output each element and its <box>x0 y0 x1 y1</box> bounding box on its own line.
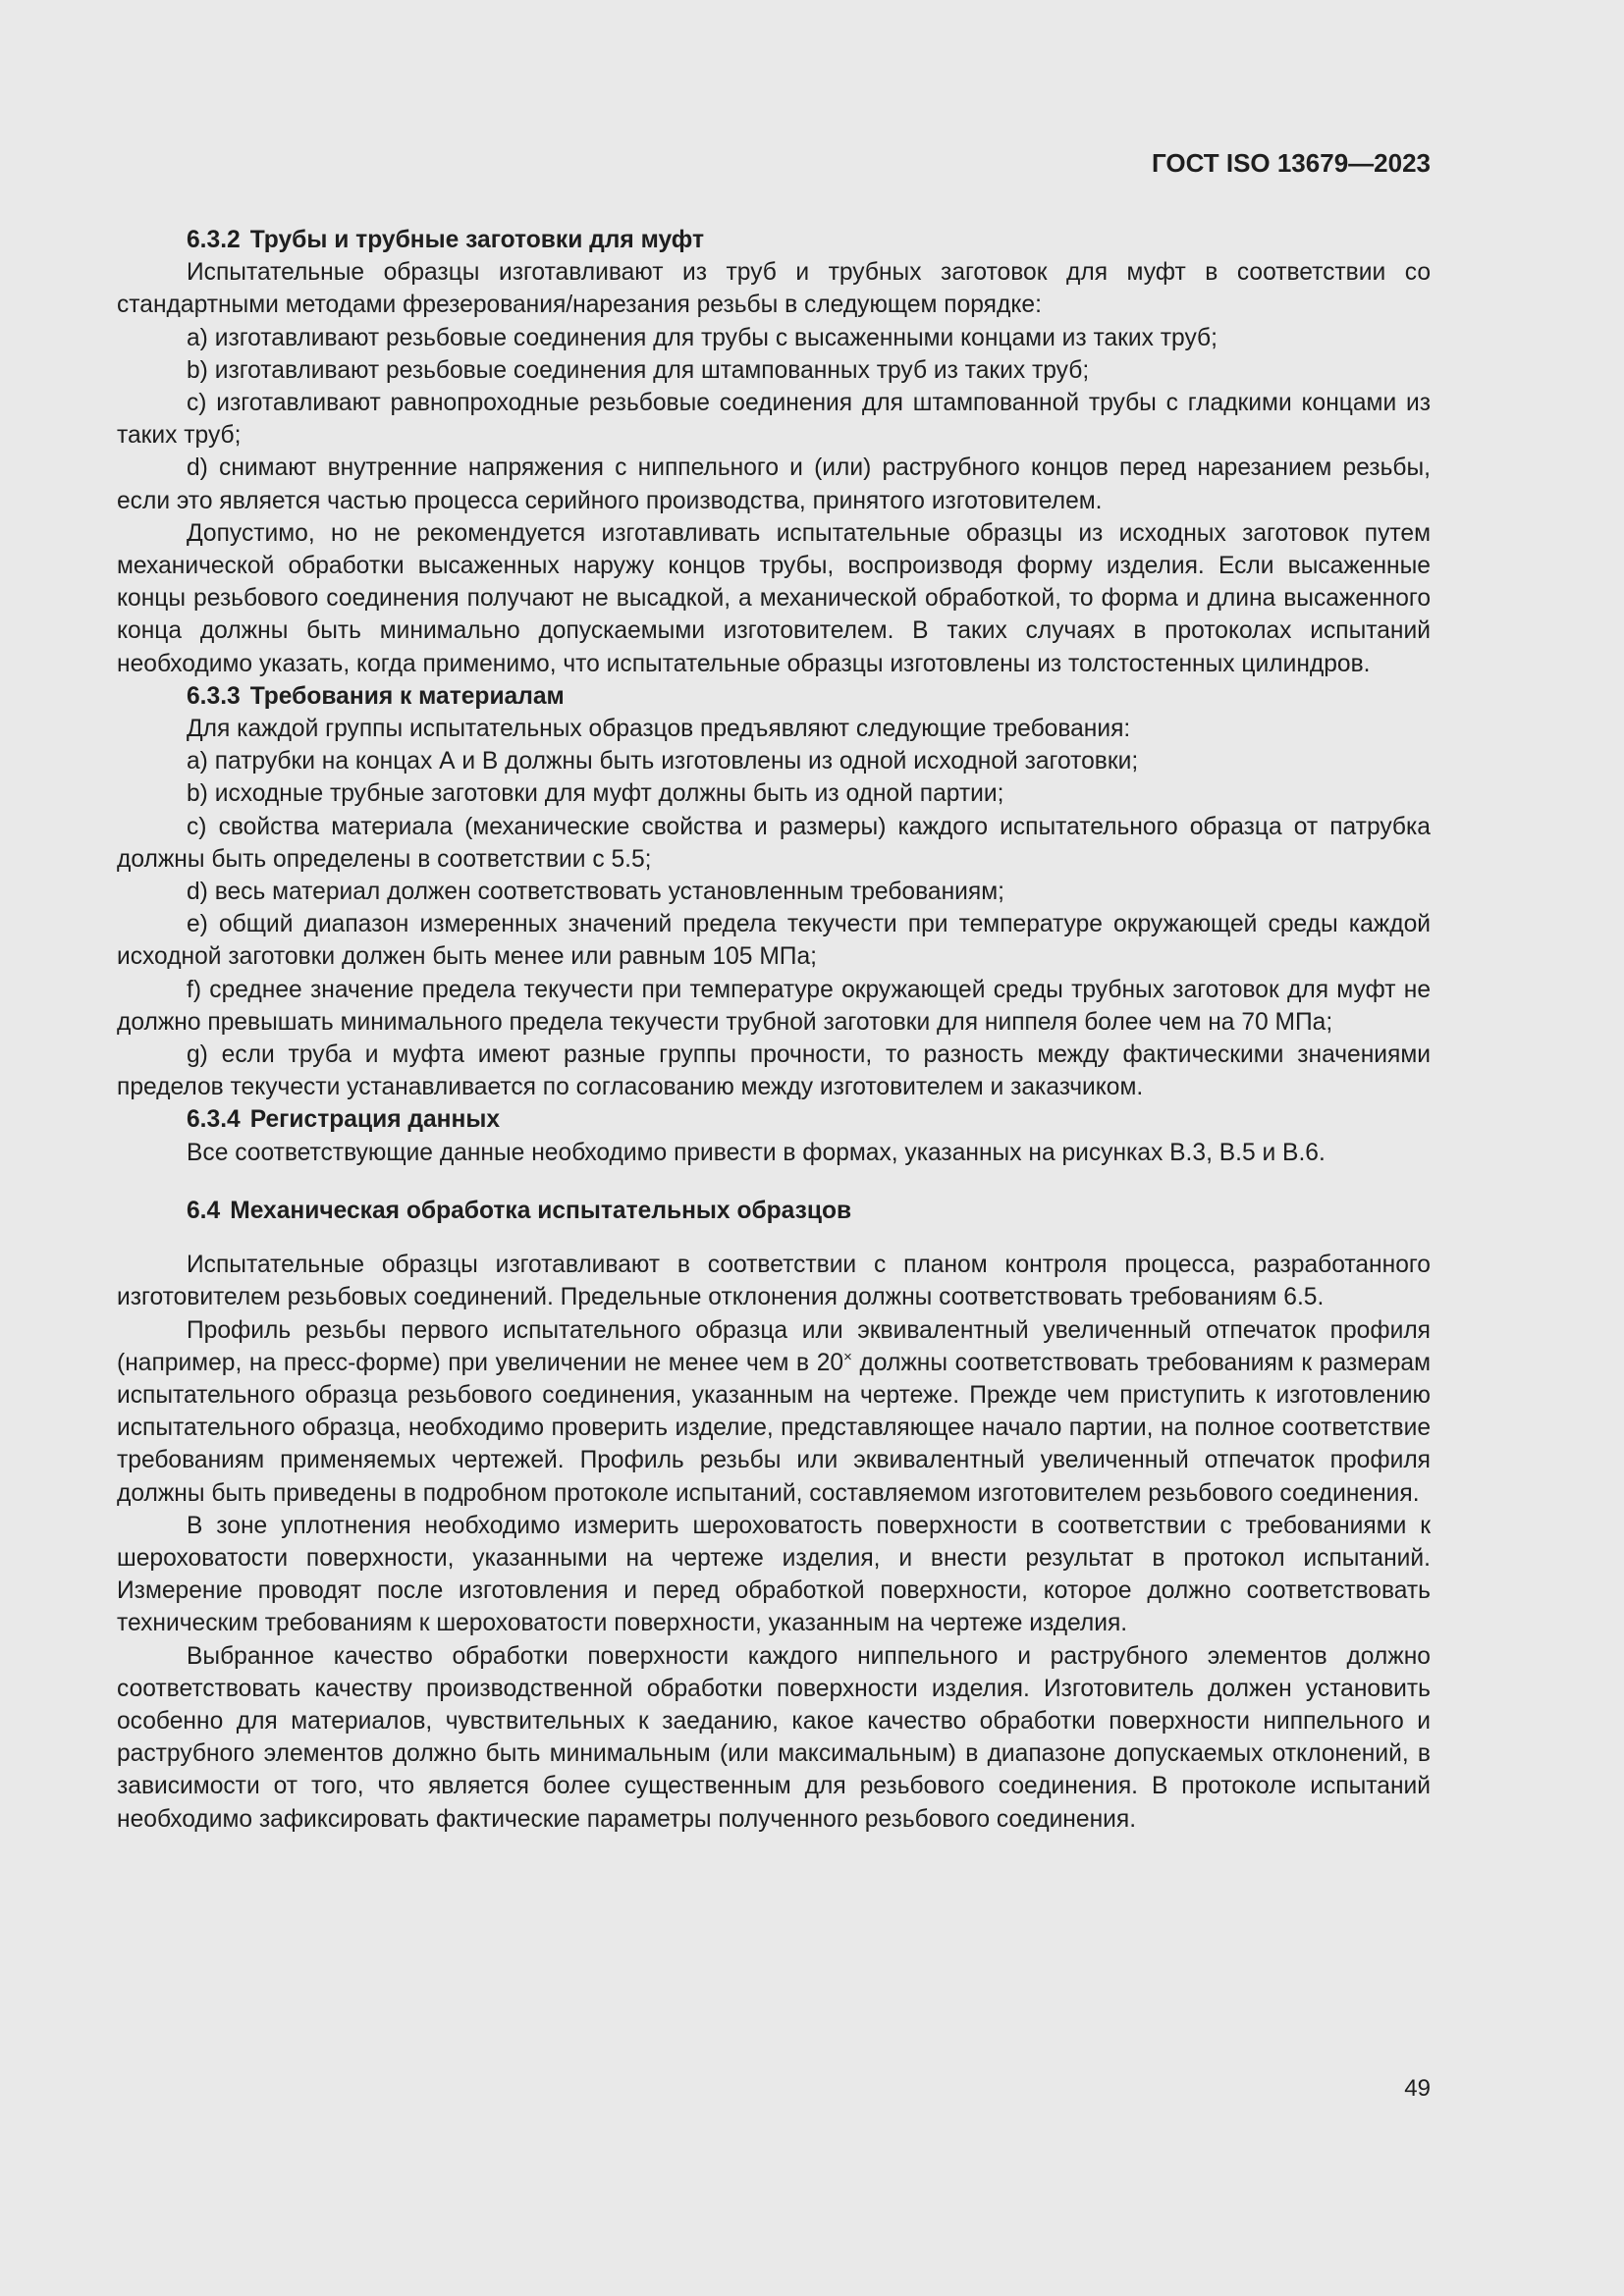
section-number: 6.4 <box>187 1197 221 1224</box>
list-item-e: e) общий диапазон измеренных значений предела текучести при температуре окружающей среды каждой исходной заготовки должен быть менее или равным 105 МПа; <box>117 911 1431 971</box>
list-item-g: g) если труба и муфта имеют разные группы прочности, то разность между фактическими значениями пределов текучести устанавливается по согласованию между изготовителем и заказчиком. <box>117 1041 1431 1101</box>
list-item-c: c) изготавливают равнопроходные резьбовые соединения для штампованной трубы с гладкими концами из таких труб; <box>117 390 1431 450</box>
list-item-b: b) изготавливают резьбовые соединения для штампованных труб из таких труб; <box>187 356 1090 384</box>
paragraph: Допустимо, но не рекомендуется изготавливать испытательные образцы из исходных заготовок путем механической обработки высаженных наружу концов трубы, воспроизводя форму изделия. Если высаженные концы резьбового соединения получают не высадкой, а механической обработкой, то форма и длина высаженного конца должны быть минимально допускаемыми изготовителем. В таких случаях в протоколах испытаний необходимо указать, когда применимо, что испытательные образцы изготовлены из толстостенных цилиндров. <box>117 519 1431 677</box>
document-body <box>117 224 1431 1836</box>
superscript: × <box>843 1348 852 1365</box>
list-item-d: d) весь материал должен соответствовать установленным требованиям; <box>187 879 1004 906</box>
paragraph: Испытательные образцы изготавливают из труб и трубных заготовок для муфт в соответствии со стандартными методами фрезерования/нарезания резьбы в следующем порядке: <box>117 259 1431 319</box>
section-title: Трубы и трубные заготовки для муфт <box>249 227 705 253</box>
section-title: Регистрация данных <box>249 1106 501 1134</box>
list-item-c: c) свойства материала (механические свойства и размеры) каждого испытательного образца от патрубка должны быть определены в соответствии с 5.5; <box>117 813 1431 873</box>
page-number: 49 <box>1404 2075 1431 2102</box>
section-6-3-3-heading <box>117 680 1431 713</box>
list-item-f: f) среднее значение предела текучести при температуре окружающей среды трубных заготовок для муфт не должно превышать минимального предела текучести трубной заготовки для ниппеля более чем на 70 МПа; <box>117 976 1431 1036</box>
list-item-d: d) снимают внутренние напряжения с ниппельного и (или) раструбного концов перед нарезанием резьбы, если это является частью процесса серийного производства, принятого изготовителем. <box>117 454 1431 514</box>
paragraph: Для каждой группы испытательных образцов предъявляют следующие требования: <box>187 716 1131 743</box>
paragraph-text: должны соответствовать требованиям к размерам испытательного образца резьбового соединения, указанным на чертеже. Прежде чем приступить к изготовлению испытательного образца, необходимо проверить изделие, представляющее начало партии, на полное соответствие требованиям применяемых чертежей. Профиль резьбы или эквивалентный увеличенный отпечаток профиля должны быть приведены в подробном протоколе испытаний, составляемом изготовителем резьбового соединения. <box>117 1349 1432 1507</box>
section-title: Требования к материалам <box>249 682 565 710</box>
section-number: 6.3.3 <box>187 682 241 710</box>
document-code-header: ГОСТ ISO 13679—2023 <box>1151 148 1431 178</box>
section-6-4-heading <box>117 1195 1431 1227</box>
list-item-a: a) патрубки на концах А и В должны быть изготовлены из одной исходной заготовки; <box>187 748 1139 775</box>
paragraph: Испытательные образцы изготавливают в соответствии с планом контроля процесса, разработанного изготовителем резьбовых соединений. Предельные отклонения должны соответствовать требованиям 6.5. <box>117 1252 1431 1311</box>
paragraph: Выбранное качество обработки поверхности каждого ниппельного и раструбного элементов должно соответствовать качеству производственной обработки поверхности изделия. Изготовитель должен установить особенно для материалов, чувствительных к заеданию, какое качество обработки поверхности ниппельного и раструбного элементов должно быть минимальным (или максимальным) в диапазоне допускаемых отклонений, в зависимости от того, что является более существенным для резьбового соединения. В протоколе испытаний необходимо зафиксировать фактические параметры полученного резьбового соединения. <box>117 1642 1431 1833</box>
section-number: 6.3.2 <box>187 227 241 253</box>
section-6-3-2-heading <box>117 224 1431 256</box>
paragraph <box>117 1314 1431 1510</box>
paragraph: Все соответствующие данные необходимо привести в формах, указанных на рисунках В.3, В.5 и В.6. <box>187 1139 1326 1166</box>
paragraph: В зоне уплотнения необходимо измерить шероховатость поверхности в соответствии с требованиями к шероховатости поверхности, указанными на чертеже изделия, и внести результат в протокол испытаний. Измерение проводят после изготовления и перед обработкой поверхности, которое должно соответствовать техническим требованиям к шероховатости поверхности, указанным на чертеже изделия. <box>117 1512 1431 1637</box>
section-title: Механическая обработка испытательных образцов <box>230 1197 852 1224</box>
section-number: 6.3.4 <box>187 1106 241 1134</box>
list-item-b: b) исходные трубные заготовки для муфт должны быть из одной партии; <box>187 780 1004 808</box>
paragraph-text: Профиль резьбы первого испытательного образца или эквивалентный увеличенный отпечаток профиля (например, на пресс-форме) при увеличении не менее чем в 20 <box>117 1316 1431 1376</box>
list-item-a: a) изготавливают резьбовые соединения для трубы с высаженными концами из таких труб; <box>187 324 1218 351</box>
section-6-3-4-heading <box>117 1103 1431 1136</box>
